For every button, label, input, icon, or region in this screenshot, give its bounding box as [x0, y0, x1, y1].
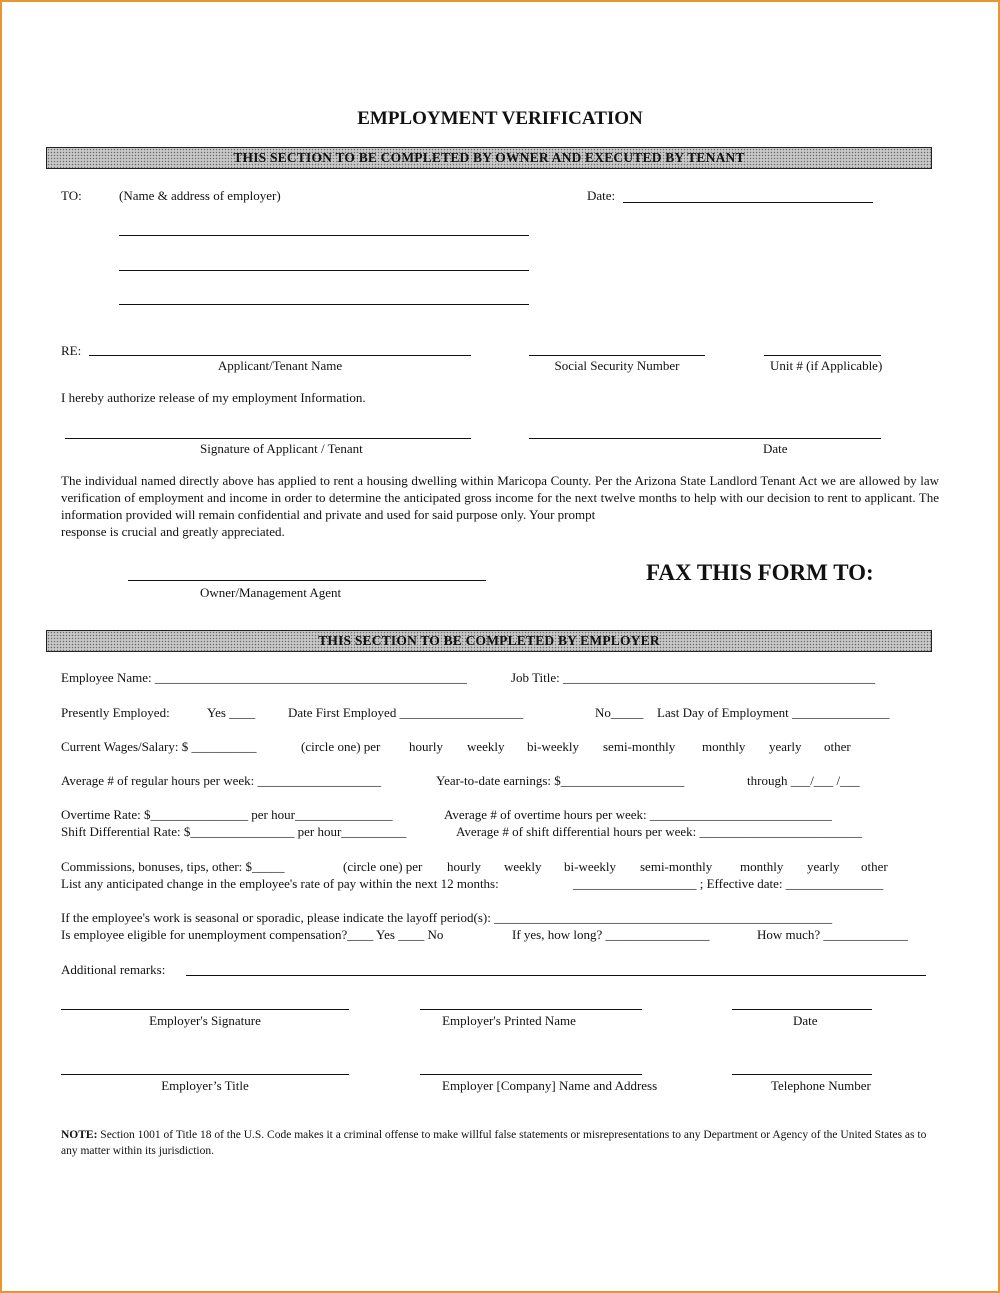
legal-note-label: NOTE:	[61, 1129, 98, 1141]
employer-address-line-3[interactable]	[119, 304, 529, 305]
employer-date-field[interactable]	[732, 1009, 872, 1010]
additional-remarks-label: Additional remarks:	[61, 962, 166, 977]
anticipated-change-label: List any anticipated change in the employee's rate of pay within the next 12 months:	[61, 876, 499, 891]
commissions-option-hourly[interactable]: hourly	[447, 859, 481, 874]
employer-printed-name-field[interactable]	[420, 1009, 642, 1010]
additional-remarks-field[interactable]	[186, 975, 926, 976]
section-band-owner-label: THIS SECTION TO BE COMPLETED BY OWNER AND EXECUTED BY TENANT	[233, 150, 745, 165]
ssn-field[interactable]	[529, 355, 705, 356]
average-hours-field[interactable]: Average # of regular hours per week: ___________________	[61, 773, 381, 788]
unit-field[interactable]	[764, 355, 881, 356]
legal-note	[61, 1127, 939, 1159]
wages-option-yearly[interactable]: yearly	[769, 739, 802, 754]
wages-option-hourly[interactable]: hourly	[409, 739, 443, 754]
employer-title-caption: Employer’s Title	[161, 1078, 249, 1093]
authorization-paragraph	[61, 472, 939, 540]
wages-option-other[interactable]: other	[824, 739, 851, 754]
shift-hours-field[interactable]: Average # of shift differential hours per week: _________________________	[456, 824, 863, 839]
employer-company-caption: Employer [Company] Name and Address	[442, 1078, 658, 1093]
wages-option-weekly[interactable]: weekly	[467, 739, 505, 754]
how-long-field[interactable]: If yes, how long? ________________	[512, 927, 710, 942]
last-day-employment-field[interactable]: Last Day of Employment _______________	[657, 705, 890, 720]
authorize-text: I hereby authorize release of my employment Information.	[61, 390, 366, 405]
employer-printed-name-caption: Employer's Printed Name	[442, 1013, 576, 1028]
overtime-hours-field[interactable]: Average # of overtime hours per week: ____________________________	[444, 807, 832, 822]
authorization-paragraph-last: response is crucial and greatly appreciated.	[61, 524, 285, 539]
wages-option-bi-weekly[interactable]: bi-weekly	[527, 739, 579, 754]
employer-signature-field[interactable]	[61, 1009, 349, 1010]
wages-circle-one-label: (circle one) per	[301, 739, 381, 754]
applicant-signature-field[interactable]	[65, 438, 471, 439]
unit-caption: Unit # (if Applicable)	[770, 358, 883, 373]
to-label: TO:	[61, 188, 82, 203]
date-label: Date:	[587, 188, 616, 203]
shift-rate-field[interactable]: Shift Differential Rate: $________________ per hour__________	[61, 824, 407, 839]
telephone-field[interactable]	[732, 1074, 872, 1075]
employer-signature-caption: Employer's Signature	[149, 1013, 261, 1028]
commissions-option-bi-weekly[interactable]: bi-weekly	[564, 859, 616, 874]
job-title-field[interactable]: Job Title: ________________________________________________	[511, 670, 876, 685]
applicant-name-caption: Applicant/Tenant Name	[217, 358, 343, 373]
commissions-option-other[interactable]: other	[861, 859, 888, 874]
employer-company-field[interactable]	[420, 1074, 642, 1075]
owner-agent-field[interactable]	[128, 580, 486, 581]
seasonal-layoff-field[interactable]: If the employee's work is seasonal or sporadic, please indicate the layoff period(s): ____________________________________________________	[61, 910, 833, 925]
section-band-owner	[46, 147, 932, 169]
employer-address-line-1[interactable]	[119, 235, 529, 236]
how-much-field[interactable]: How much? _____________	[757, 927, 908, 942]
date-first-employed-field[interactable]: Date First Employed ___________________	[288, 705, 524, 720]
ssn-caption: Social Security Number	[554, 358, 680, 373]
applicant-name-field[interactable]	[89, 355, 471, 356]
unemployment-eligible-field[interactable]: Is employee eligible for unemployment compensation?____ Yes ____ No	[61, 927, 444, 942]
anticipated-change-field[interactable]: ___________________ ; Effective date: _______________	[573, 876, 884, 891]
employer-address-line-2[interactable]	[119, 270, 529, 271]
employee-name-field[interactable]: Employee Name: ________________________________________________	[61, 670, 467, 685]
employer-title-field[interactable]	[61, 1074, 349, 1075]
legal-note-text: Section 1001 of Title 18 of the U.S. Code makes it a criminal offense to make willful false statements or misrepresentations to any Department or Agency of the United States as to any matter within its jurisdiction.	[61, 1129, 927, 1157]
wages-option-semi-monthly[interactable]: semi-monthly	[603, 739, 676, 754]
date-field[interactable]	[623, 202, 873, 203]
re-label: RE:	[61, 343, 82, 358]
owner-agent-caption: Owner/Management Agent	[200, 585, 342, 600]
ytd-earnings-field[interactable]: Year-to-date earnings: $___________________	[436, 773, 685, 788]
presently-employed-no[interactable]: No_____	[595, 705, 644, 720]
through-date-field[interactable]: through ___/___ /___	[747, 773, 860, 788]
wages-option-monthly[interactable]: monthly	[702, 739, 746, 754]
commissions-option-monthly[interactable]: monthly	[740, 859, 784, 874]
employer-date-caption: Date	[793, 1013, 818, 1028]
commissions-option-yearly[interactable]: yearly	[807, 859, 840, 874]
applicant-date-field[interactable]	[529, 438, 881, 439]
commissions-circle-one-label: (circle one) per	[343, 859, 423, 874]
applicant-signature-caption: Signature of Applicant / Tenant	[200, 441, 363, 456]
current-wages-field[interactable]: Current Wages/Salary: $ __________	[61, 739, 257, 754]
page-title: EMPLOYMENT VERIFICATION	[357, 108, 643, 129]
employer-label: (Name & address of employer)	[119, 188, 281, 203]
section-band-employer-label: THIS SECTION TO BE COMPLETED BY EMPLOYER	[318, 633, 660, 648]
presently-employed-label: Presently Employed:	[61, 705, 170, 720]
presently-employed-yes[interactable]: Yes ____	[207, 705, 256, 720]
fax-heading: FAX THIS FORM TO:	[646, 560, 874, 585]
commissions-option-semi-monthly[interactable]: semi-monthly	[640, 859, 713, 874]
section-band-employer	[46, 630, 932, 652]
telephone-caption: Telephone Number	[771, 1078, 871, 1093]
overtime-rate-field[interactable]: Overtime Rate: $_______________ per hour_______________	[61, 807, 393, 822]
authorization-paragraph-main: The individual named directly above has applied to rent a housing dwelling within Maricopa County. Per the Arizona State Landlord Tenant Act we are allowed by law verification of employment and income in order to determine the anticipated gross income for the next twelve months to help with our decision to rent to applicant. The information provided will remain confidential and private and used for said purpose only. Your prompt	[61, 473, 939, 522]
commissions-option-weekly[interactable]: weekly	[504, 859, 542, 874]
commissions-field[interactable]: Commissions, bonuses, tips, other: $_____	[61, 859, 285, 874]
applicant-date-caption: Date	[763, 441, 788, 456]
